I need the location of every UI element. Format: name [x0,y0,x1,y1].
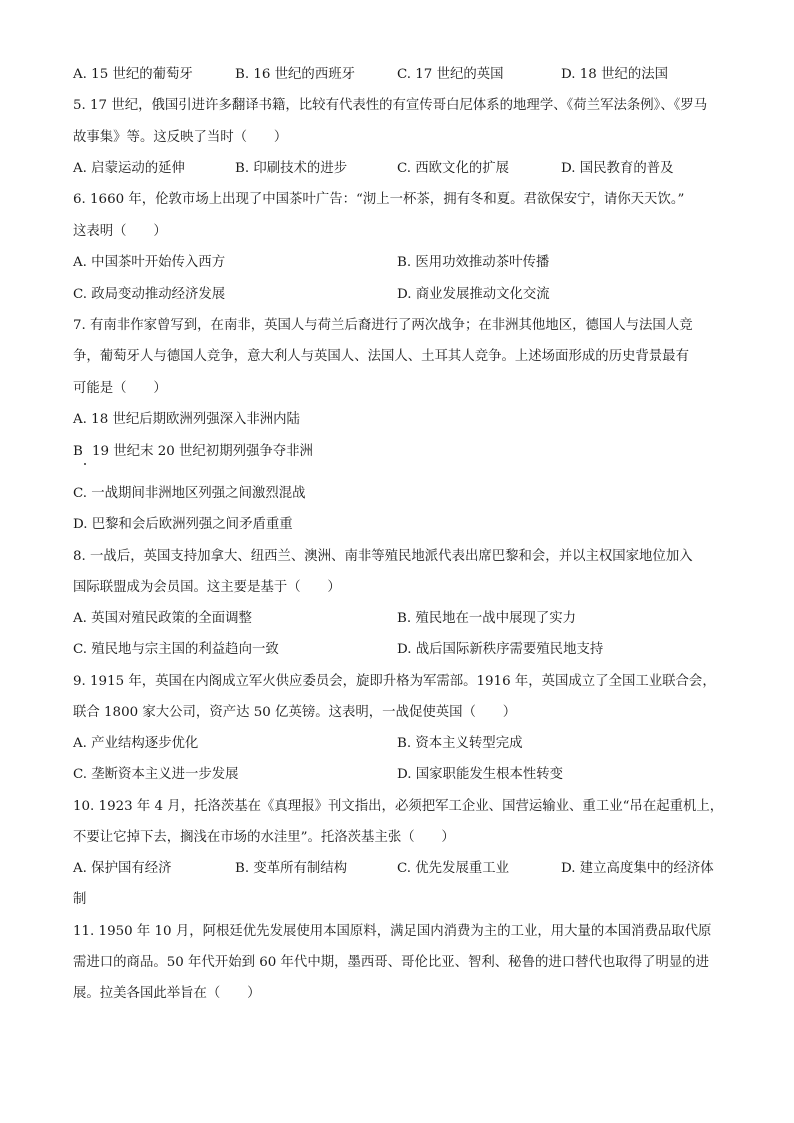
q11-stem-line-3: 展。拉美各国此举旨在（ ） [73,986,261,1001]
q7-option-b-dot [84,463,86,465]
q6-option-c[interactable]: C. 政局变动推动经济发展 [73,287,226,302]
q8-option-d[interactable]: D. 战后国际新秩序需要殖民地支持 [397,642,604,657]
q7-option-c[interactable]: C. 一战期间非洲地区列强之间激烈混战 [73,486,306,501]
q4-option-a[interactable]: A. 15 世纪的葡萄牙 [73,67,193,82]
q7-stem-line-3: 可能是（ ） [73,381,167,396]
q8-option-b[interactable]: B. 殖民地在一战中展现了实力 [397,611,577,626]
q10-option-c[interactable]: C. 优先发展重工业 [397,861,510,876]
q9-option-c[interactable]: C. 垄断资本主义进一步发展 [73,767,239,782]
q4-option-c[interactable]: C. 17 世纪的英国 [397,67,504,82]
q10-option-b[interactable]: B. 变革所有制结构 [235,861,348,876]
q10-stem-line-1: 10. 1923 年 4 月，托洛茨基在《真理报》刊文指出，必须把军工企业、国营运输业、重工业“吊在起重机上， [73,799,724,814]
q5-option-c[interactable]: C. 西欧文化的扩展 [397,161,510,176]
q6-option-d[interactable]: D. 商业发展推动文化交流 [397,287,550,302]
q8-option-a[interactable]: A. 英国对殖民政策的全面调整 [73,611,252,626]
q8-option-c[interactable]: C. 殖民地与宗主国的利益趋向一致 [73,642,279,657]
q5-stem-line-1: 5. 17 世纪，俄国引进许多翻译书籍，比较有代表性的有宣传哥白尼体系的地理学、《荷兰军法条例》、《罗马 [73,98,708,113]
q7-stem-line-1: 7. 有南非作家曾写到，在南非，英国人与荷兰后裔进行了两次战争；在非洲其他地区，德国人与法国人竞 [73,318,693,333]
q9-stem-line-2: 联合 1800 家大公司，资产达 50 亿英镑。这表明，一战促使英国（ ） [73,705,517,720]
q10-stem-line-2: 不要让它掉下去，搁浅在市场的水洼里”。托洛茨基主张（ ） [73,830,455,845]
q11-stem-line-1: 11. 1950 年 10 月，阿根廷优先发展使用本国原料，满足国内消费为主的工业，用大量的本国消费品取代原 [73,924,712,939]
q5-stem-line-2: 故事集》等。这反映了当时（ ） [73,130,288,145]
q9-option-d[interactable]: D. 国家职能发生根本性转变 [397,767,564,782]
q6-stem-line-1: 6. 1660 年，伦敦市场上出现了中国茶叶广告：“沏上一杯茶，拥有冬和夏。君欲保安宁，请你天天饮。” [73,192,685,207]
q9-option-a[interactable]: A. 产业结构逐步优化 [73,736,199,751]
q6-option-b[interactable]: B. 医用功效推动茶叶传播 [397,255,550,270]
q5-option-b[interactable]: B. 印刷技术的进步 [235,161,348,176]
q9-stem-line-1: 9. 1915 年，英国在内阁成立军火供应委员会，旋即升格为军需部。1916 年，英国成立了全国工业联合会， [73,674,716,689]
q7-option-d[interactable]: D. 巴黎和会后欧洲列强之间矛盾重重 [73,517,293,532]
q7-option-b-letter[interactable]: B [73,444,83,459]
q8-stem-line-2: 国际联盟成为会员国。这主要是基于（ ） [73,580,341,595]
q4-option-d[interactable]: D. 18 世纪的法国 [561,67,669,82]
q4-option-b[interactable]: B. 16 世纪的西班牙 [235,67,355,82]
q9-option-b[interactable]: B. 资本主义转型完成 [397,736,523,751]
q6-option-a[interactable]: A. 中国茶叶开始传入西方 [73,255,226,270]
q11-stem-line-2: 需进口的商品。50 年代开始到 60 年代中期，墨西哥、哥伦比亚、智利、秘鲁的进口替代也取得了明显的进 [73,955,710,970]
q6-stem-line-2: 这表明（ ） [73,224,167,239]
q5-option-d[interactable]: D. 国民教育的普及 [561,161,674,176]
q10-option-d-wrap: 制 [73,892,87,907]
q5-option-a[interactable]: A. 启蒙运动的延伸 [73,161,185,176]
q7-option-b[interactable]: 19 世纪末 20 世纪初期列强争夺非洲 [92,444,313,459]
q7-option-a[interactable]: A. 18 世纪后期欧洲列强深入非洲内陆 [73,412,300,427]
q10-option-d[interactable]: D. 建立高度集中的经济体 [561,861,714,876]
q7-stem-line-2: 争，葡萄牙人与德国人竞争，意大利人与英国人、法国人、土耳其人竞争。上述场面形成的历史背景最有 [73,349,689,364]
q10-option-a[interactable]: A. 保护国有经济 [73,861,172,876]
q8-stem-line-1: 8. 一战后，英国支持加拿大、纽西兰、澳洲、南非等殖民地派代表出席巴黎和会，并以主权国家地位加入 [73,549,693,564]
